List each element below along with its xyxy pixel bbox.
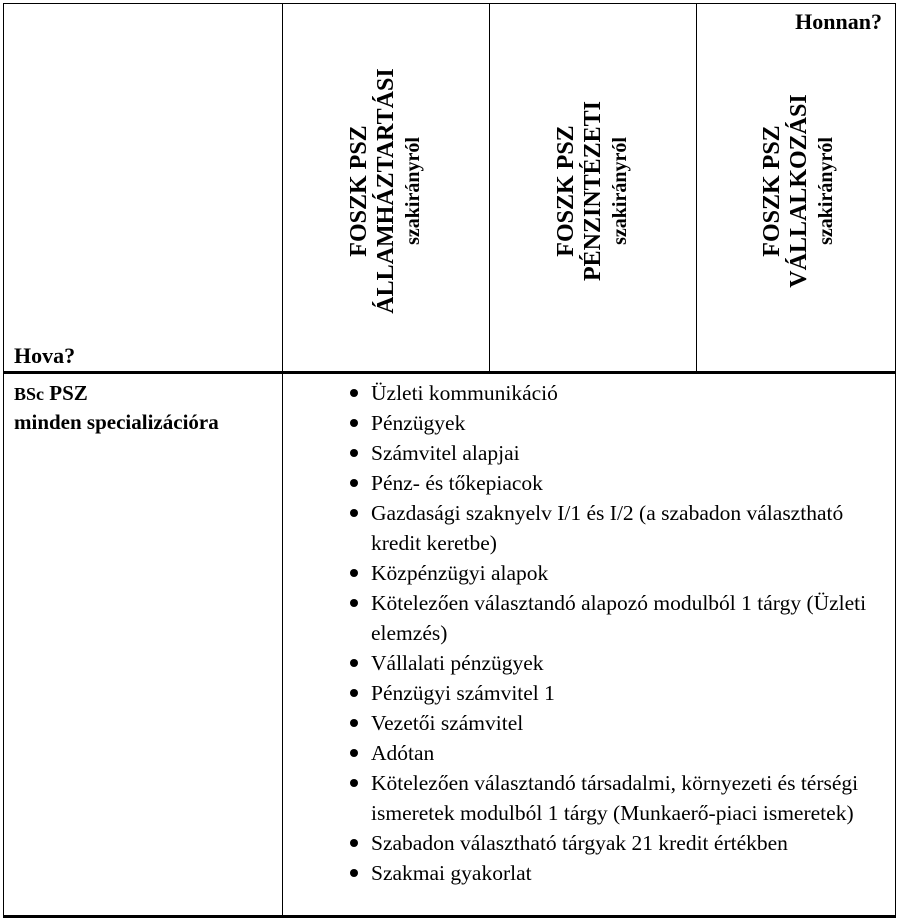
list-item: Szakmai gyakorlat [346,858,876,888]
column-header-penzintezeti [553,21,633,361]
list-item: Gazdasági szaknyelv I/1 és I/2 (a szabadon választható kredit keretbe) [346,498,876,558]
list-item: Pénz- és tőkepiacok [346,468,876,498]
col-divider-3 [696,3,697,372]
to-label: Hova? [14,343,76,368]
list-item: Adótan [346,738,876,768]
header-row-divider [3,371,896,374]
list-item: Kötelezően választandó alapozó modulból 1 tárgy (Üzleti elemzés) [346,588,876,648]
table-border-top [3,3,896,4]
column-header-line3: szakirányról [401,137,424,245]
list-item: Számvitel alapjai [346,438,876,468]
row-label-main: PSZ [49,381,88,405]
column-header-allamhaztartasi [346,21,426,361]
list-item: Kötelezően választandó társadalmi, környezeti és térségi ismeretek modulból 1 tárgy (Munkaerő-piaci ismeretek) [346,768,876,828]
list-item: Vállalati pénzügyek [346,648,876,678]
subject-list [346,378,876,888]
column-header-line2: VÁLLALKOZÁSI [785,94,812,288]
table-border-bottom [3,915,896,918]
col-divider-1 [282,3,283,918]
list-item: Üzleti kommunikáció [346,378,876,408]
col-divider-2 [489,3,490,372]
column-header-line2: ÁLLAMHÁZTARTÁSI [372,68,399,314]
column-header-vallalkozasi [759,21,839,361]
table-border-left [3,3,4,918]
row-label [14,379,279,436]
table-border-right [895,3,896,918]
row-label-prefix: BSc [14,384,45,404]
list-item: Pénzügyi számvitel 1 [346,678,876,708]
list-item: Közpénzügyi alapok [346,558,876,588]
list-item: Vezetői számvitel [346,708,876,738]
column-header-line3: szakirányról [608,137,631,245]
column-header-line1: FOSZK PSZ [552,125,579,257]
from-label: Honnan? [795,9,882,34]
column-header-line3: szakirányról [814,137,837,245]
row-label-line2: minden specializációra [14,410,219,434]
column-header-line1: FOSZK PSZ [758,125,785,257]
list-item: Szabadon választható tárgyak 21 kredit értékben [346,828,876,858]
list-item: Pénzügyek [346,408,876,438]
equivalence-table [3,3,896,918]
column-header-line1: FOSZK PSZ [345,125,372,257]
column-header-line2: PÉNZINTÉZETI [579,100,606,282]
